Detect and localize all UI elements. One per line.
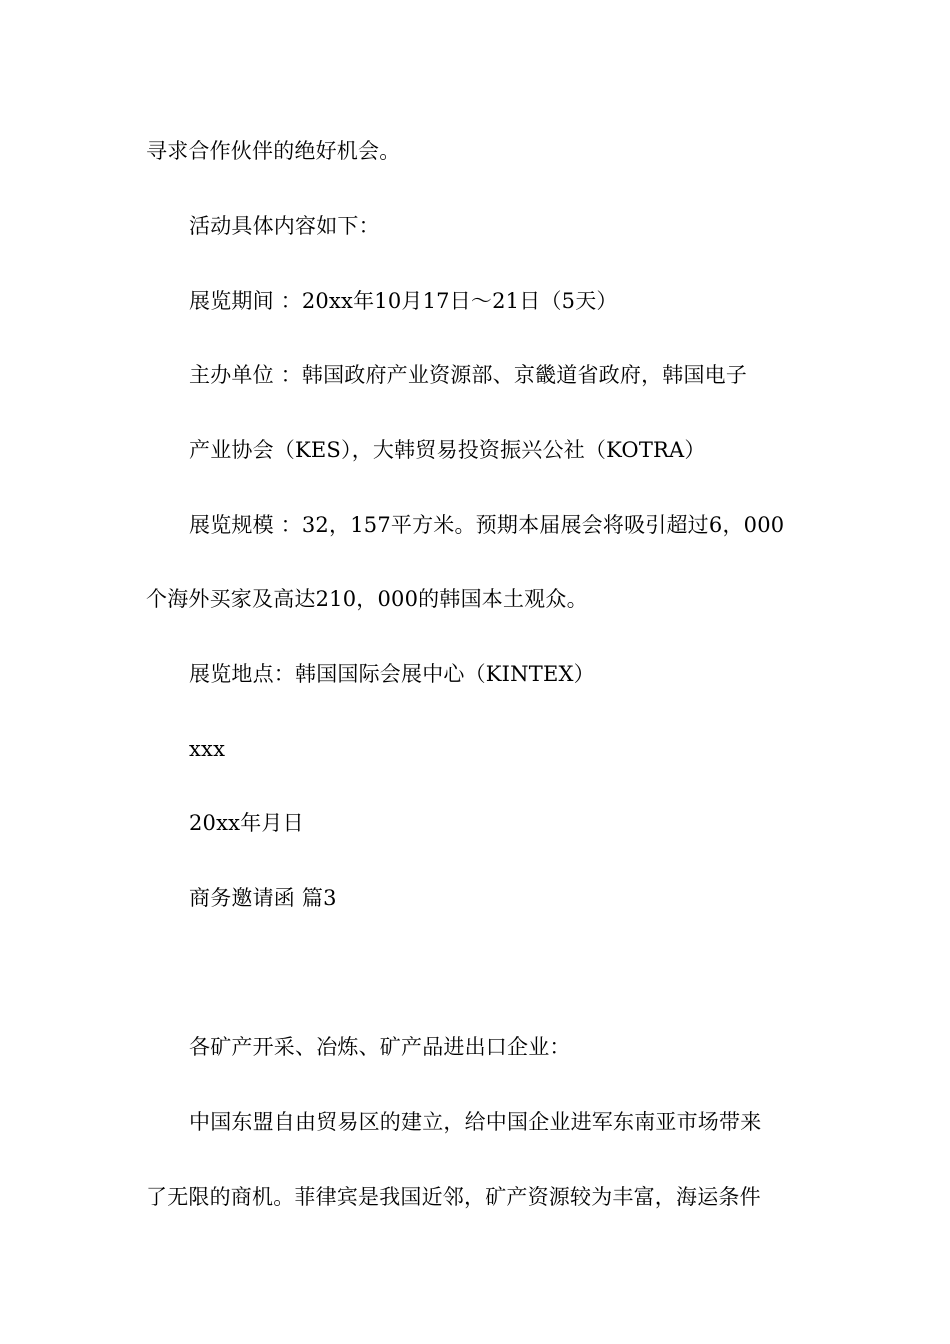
text-line-salutation: 各矿产开采、冶炼、矿产品进出口企业： bbox=[189, 1035, 571, 1059]
text-line-paragraph-cont: 了无限的商机。菲律宾是我国近邻，矿产资源较为丰富，海运条件 bbox=[146, 1185, 761, 1209]
text-line-exhibition-period: 展览期间 ：20xx年10月17日～21日（5天） bbox=[189, 289, 618, 313]
text-line-paragraph: 中国东盟自由贸易区的建立，给中国企业进军东南亚市场带来 bbox=[189, 1110, 762, 1134]
text-line-exhibition-scale: 展览规模 ：32，157平方米。预期本届展会将吸引超过6，000 bbox=[189, 513, 785, 537]
text-line-signature: xxx bbox=[189, 737, 226, 761]
text-line-organizer: 主办单位 ：韩国政府产业资源部、京畿道省政府，韩国电子 bbox=[189, 363, 748, 387]
text-line-intro: 活动具体内容如下： bbox=[189, 214, 380, 238]
text-line-exhibition-scale-cont: 个海外买家及高达210，000的韩国本土观众。 bbox=[146, 587, 588, 611]
text-line-venue: 展览地点：韩国国际会展中心（KINTEX） bbox=[189, 662, 595, 686]
section-heading: 商务邀请函 篇3 bbox=[189, 886, 337, 910]
text-line-date: 20xx年月日 bbox=[189, 811, 304, 835]
text-line-organizer-cont: 产业协会（KES），大韩贸易投资振兴公社（KOTRA） bbox=[189, 438, 706, 462]
text-line-continuation: 寻求合作伙伴的绝好机会。 bbox=[146, 139, 401, 163]
